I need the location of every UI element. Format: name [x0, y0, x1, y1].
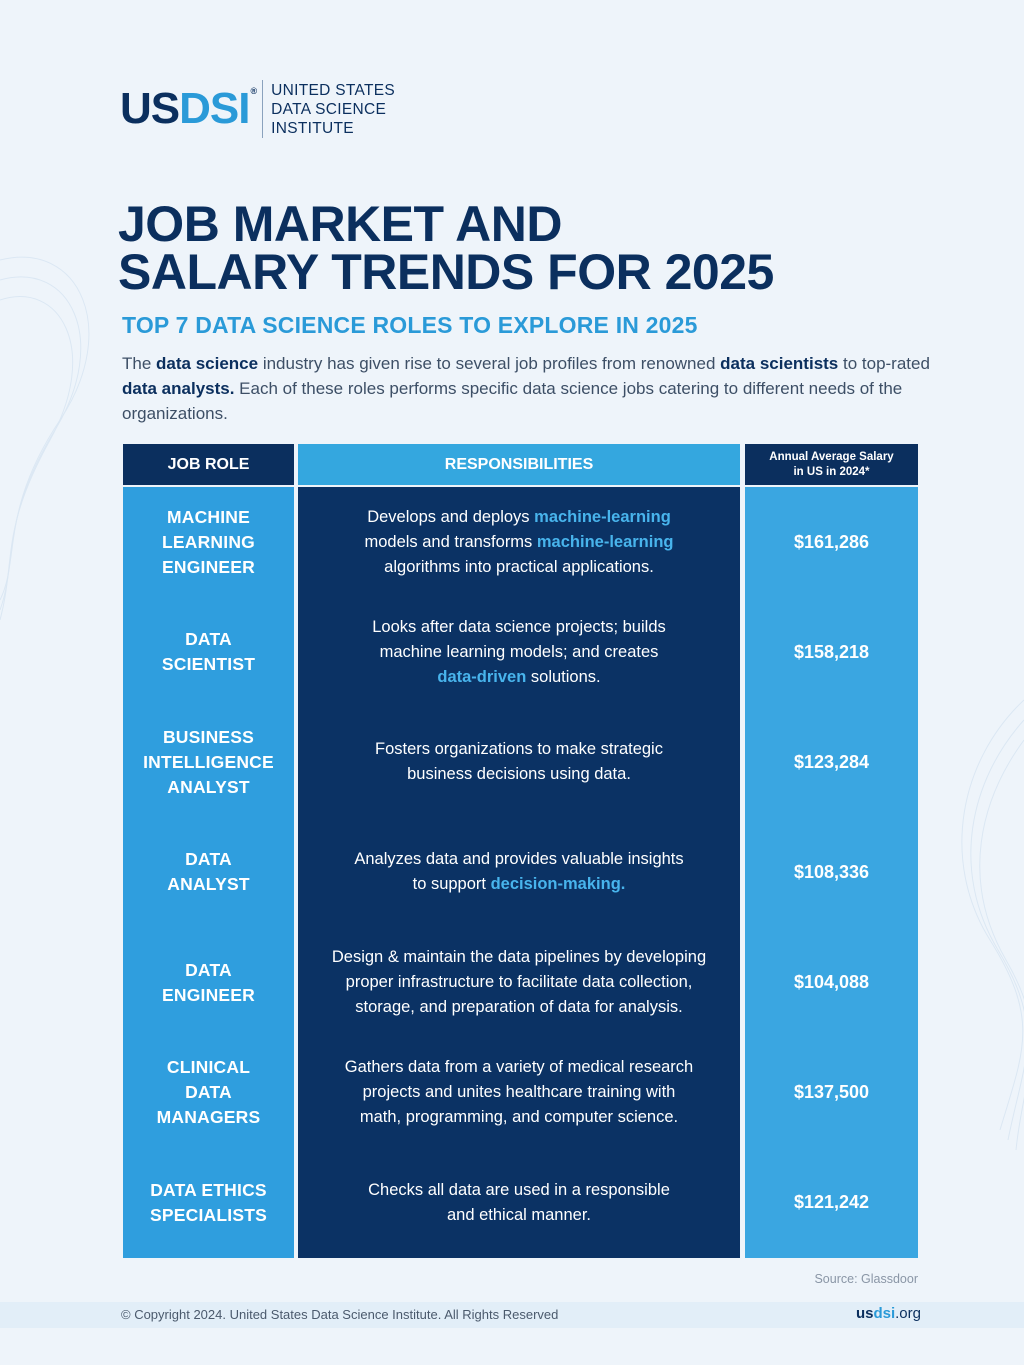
highlighted-term: decision-making.: [490, 875, 626, 894]
website-tld: .org: [895, 1305, 921, 1322]
logo-mark-dsi: DSI: [179, 84, 250, 133]
responsibility-text: Gathers data from a variety of medical research: [344, 1058, 694, 1077]
intro-text: The: [122, 354, 157, 373]
responsibility-text: projects and unites healthcare training with: [362, 1083, 676, 1102]
responsibility-text: storage, and preparation of data for analysis.: [355, 998, 683, 1017]
responsibility-cell: [298, 487, 740, 597]
responsibility-line: [375, 762, 663, 787]
responsibility-line: [368, 1178, 670, 1203]
job-role-line: DATA: [185, 849, 232, 870]
responsibility-line: [332, 945, 706, 970]
logo-line-2: DATA SCIENCE: [271, 100, 387, 118]
logo-line-1: UNITED STATES: [271, 81, 396, 99]
salary-value: $121,242: [793, 1192, 870, 1213]
intro-bold: data scientists: [720, 354, 839, 373]
responsibility-cell: [298, 707, 740, 817]
responsibility-text: Design & maintain the data pipelines by developing: [331, 948, 707, 967]
job-role-line: DATA: [185, 1082, 232, 1103]
source-note: Source: Glassdoor: [814, 1272, 918, 1286]
responsibility-text: solutions.: [526, 667, 601, 686]
job-role-line: MACHINE: [166, 506, 251, 527]
job-role-line: INTELLIGENCE: [143, 751, 274, 772]
responsibility-line: [345, 1080, 693, 1105]
responsibility-text: Fosters organizations to make strategic: [375, 740, 663, 759]
website-us: us: [855, 1305, 874, 1322]
responsibility-text: machine learning models; and creates: [379, 642, 659, 661]
job-role-line: CLINICAL: [166, 1057, 251, 1078]
intro-bold: data analysts.: [122, 379, 235, 398]
highlighted-term: data-driven: [437, 667, 527, 686]
responsibility-text: algorithms into practical applications.: [384, 557, 654, 576]
salary-value: $123,284: [793, 751, 870, 772]
page-title: [118, 196, 774, 300]
job-role-cell: [123, 817, 294, 927]
responsibility-line: [354, 872, 683, 897]
job-role-line: DATA: [185, 959, 232, 980]
responsibility-line: [345, 1055, 693, 1080]
page-title-line-2: SALARY TRENDS FOR 2025: [118, 244, 774, 300]
salary-header-line-2: in US in 2024*: [793, 465, 870, 478]
responsibility-text: proper infrastructure to facilitate data collection,: [345, 973, 693, 992]
job-role-cell: [123, 1038, 294, 1148]
responsibility-text: Looks after data science projects; builds: [372, 617, 666, 636]
usdsi-logo: [120, 78, 395, 140]
salary-value: $108,336: [793, 861, 870, 882]
responsibility-text: and ethical manner.: [446, 1205, 591, 1224]
responsibility-text: Analyzes data and provides valuable insights: [354, 850, 684, 869]
page-title-line-1: JOB MARKET AND: [118, 196, 562, 252]
responsibility-line: [372, 615, 666, 640]
job-role-line: SPECIALISTS: [150, 1204, 267, 1225]
responsibility-cell: [298, 928, 740, 1038]
logo-mark: [120, 84, 257, 133]
responsibility-line: [368, 1203, 670, 1228]
responsibility-line: [364, 555, 673, 580]
job-role-line: DATA: [185, 629, 232, 650]
job-role-cell: [123, 928, 294, 1038]
intro-text: industry has given rise to several job profiles from renowned: [258, 354, 721, 373]
responsibility-text: to support: [412, 875, 491, 894]
responsibility-text: Checks all data are used in a responsible: [368, 1180, 670, 1199]
highlighted-term: machine-learning: [534, 507, 671, 526]
salary-value: $104,088: [793, 972, 870, 993]
job-role-line: ENGINEER: [161, 556, 255, 577]
highlighted-term: machine-learning: [536, 532, 674, 551]
job-role-line: ENGINEER: [161, 984, 255, 1005]
responsibility-text: math, programming, and computer science.: [359, 1108, 679, 1127]
responsibility-text: models and transforms: [364, 532, 537, 551]
job-role-line: ANALYST: [167, 874, 250, 895]
job-role-line: BUSINESS: [162, 726, 255, 747]
responsibility-cell: [298, 1148, 740, 1258]
responsibility-line: [345, 1105, 693, 1130]
logo-line-3: INSTITUTE: [271, 119, 354, 137]
salary-cells: [745, 487, 918, 1258]
salary-header: [745, 444, 918, 485]
responsibility-cell: [298, 597, 740, 707]
responsibility-line: [332, 970, 706, 995]
job-role-line: ANALYST: [167, 776, 250, 797]
website-dsi: dsi: [873, 1305, 896, 1322]
salary-header-line-1: Annual Average Salary: [769, 450, 894, 463]
salary-value: $158,218: [793, 641, 870, 662]
job-role-header: JOB ROLE: [123, 444, 294, 485]
salary-value: $161,286: [793, 531, 870, 552]
responsibility-line: [354, 847, 683, 872]
job-role-line: MANAGERS: [156, 1107, 261, 1128]
job-role-cell: [123, 487, 294, 597]
responsibility-cell: [298, 1038, 740, 1148]
intro-text: to top-rated: [838, 354, 930, 373]
responsibility-text: Develops and deploys: [367, 507, 535, 526]
responsibility-line: [332, 995, 706, 1020]
job-role-line: DATA ETHICS: [150, 1179, 267, 1200]
job-role-cell: [123, 597, 294, 707]
responsibility-line: [364, 505, 673, 530]
intro-bold: data science: [156, 354, 259, 373]
responsibility-text: business decisions using data.: [407, 765, 631, 784]
job-role-line: SCIENTIST: [161, 654, 256, 675]
responsibility-cell: [298, 817, 740, 927]
logo-mark-us: US: [120, 84, 180, 133]
intro-paragraph: [122, 351, 952, 426]
logo-wordmark: [271, 81, 395, 138]
page-subtitle: TOP 7 DATA SCIENCE ROLES TO EXPLORE IN 2025: [122, 312, 698, 338]
salary-value: $137,500: [793, 1082, 870, 1103]
responsibilities-header: RESPONSIBILITIES: [298, 444, 740, 485]
responsibilities-cells: [298, 487, 740, 1258]
responsibility-line: [364, 530, 673, 555]
job-role-cells: [123, 487, 294, 1258]
job-role-line: LEARNING: [161, 531, 255, 552]
responsibility-line: [375, 737, 663, 762]
copyright-text: © Copyright 2024. United States Data Science Institute. All Rights Reserved: [121, 1307, 559, 1322]
job-role-cell: [123, 1148, 294, 1258]
responsibility-line: [372, 640, 666, 665]
intro-text: Each of these roles performs specific data science jobs catering to different needs of the organizations.: [122, 379, 903, 423]
logo-divider: [262, 80, 263, 138]
registered-mark: ®: [250, 86, 257, 96]
website-link[interactable]: [856, 1305, 921, 1322]
responsibility-line: [372, 665, 666, 690]
job-role-cell: [123, 707, 294, 817]
